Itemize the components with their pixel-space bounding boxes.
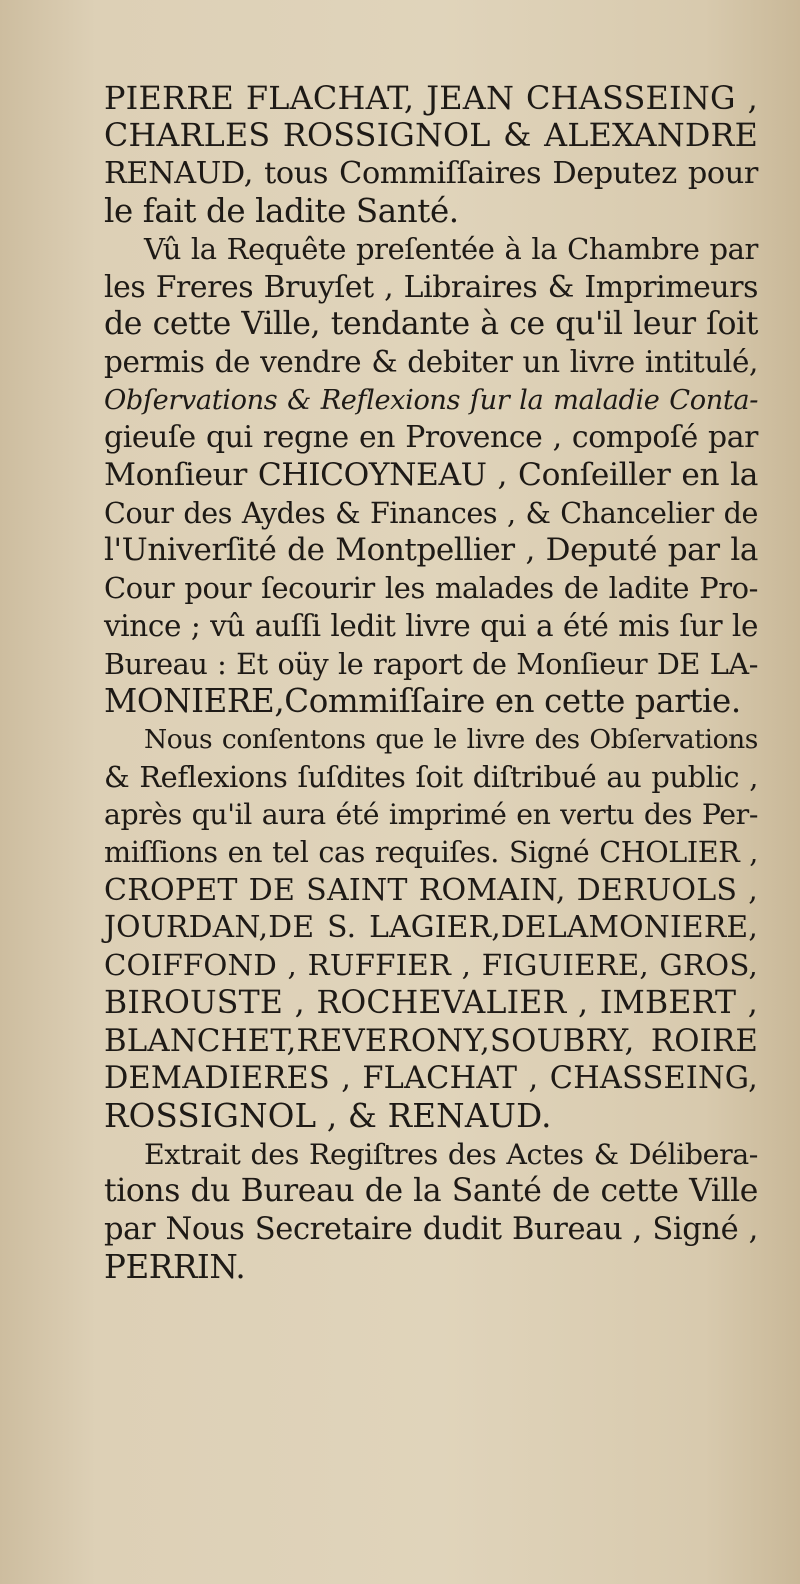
document-text xyxy=(104,80,758,1287)
text-line: RENAUD, tous Commiſſaires Deputez pour xyxy=(104,156,758,192)
text-line: Extrait des Regiſtres des Actes & Délibera- xyxy=(144,1137,758,1171)
text-line: tions du Bureau de la Santé de cette Ville xyxy=(104,1173,758,1210)
text-line: COIFFOND , RUFFIER , FIGUIERE, GROS, xyxy=(104,948,758,983)
text-line: PIERRE FLACHAT, JEAN CHASSEING , xyxy=(104,79,758,117)
text-line: BLANCHET,REVERONY,SOUBRY, ROIRE xyxy=(104,1022,758,1059)
text-line: l'Univerſité de Montpellier , Deputé par la xyxy=(104,532,758,569)
text-line: de cette Ville, tendante à ce qu'il leur ſoit xyxy=(104,306,758,343)
text-line: Nous conſentons que le livre des Obſervations xyxy=(144,723,758,755)
text-line: DEMADIERES , FLACHAT , CHASSEING, xyxy=(104,1061,758,1097)
text-line: par Nous Secretaire dudit Bureau , Signé , xyxy=(104,1212,758,1248)
text-line: permis de vendre & debiter un livre intitulé, xyxy=(104,344,758,379)
text-line: le fait de ladite Santé. xyxy=(104,192,459,231)
text-line: gieuſe qui regne en Provence , compoſé par xyxy=(104,420,758,456)
text-line: Bureau : Et oüy le raport de Monſieur DE LA- xyxy=(104,646,758,681)
text-line: Cour pour ſecourir les malades de ladite Pro- xyxy=(104,571,758,606)
text-line: MONIERE,Commiſſaire en cette partie. xyxy=(104,682,741,721)
text-line: & Reflexions ſuſdites ſoit diſtribué au public , xyxy=(104,759,758,794)
text-line: Monſieur CHICOYNEAU , Conſeiller en la xyxy=(104,457,758,494)
text-line: les Freres Bruyſet , Libraires & Imprimeurs xyxy=(104,269,758,305)
text-line: PERRIN. xyxy=(104,1247,246,1286)
text-line: Cour des Aydes & Finances , & Chancelier de xyxy=(104,495,758,530)
text-line: Vû la Requête preſentée à la Chambre par xyxy=(144,231,758,266)
text-line: BIROUSTE , ROCHEVALIER , IMBERT , xyxy=(104,984,758,1021)
text-line: CROPET DE SAINT ROMAIN, DERUOLS , xyxy=(104,872,758,908)
text-line: ROSSIGNOL , & RENAUD. xyxy=(104,1096,552,1135)
text-line: CHARLES ROSSIGNOL & ALEXANDRE xyxy=(104,117,758,154)
text-line: JOURDAN,DE S. LAGIER,DELAMONIERE, xyxy=(104,910,758,946)
text-line: vince ; vû auſſi ledit livre qui a été mis ſur le xyxy=(104,608,758,643)
text-line: Obſervations & Reflexions ſur la maladie Conta- xyxy=(104,384,758,416)
text-line: après qu'il aura été imprimé en vertu des Per- xyxy=(104,798,758,832)
text-line: miſſions en tel cas requiſes. Signé CHOLIER , xyxy=(104,835,758,870)
